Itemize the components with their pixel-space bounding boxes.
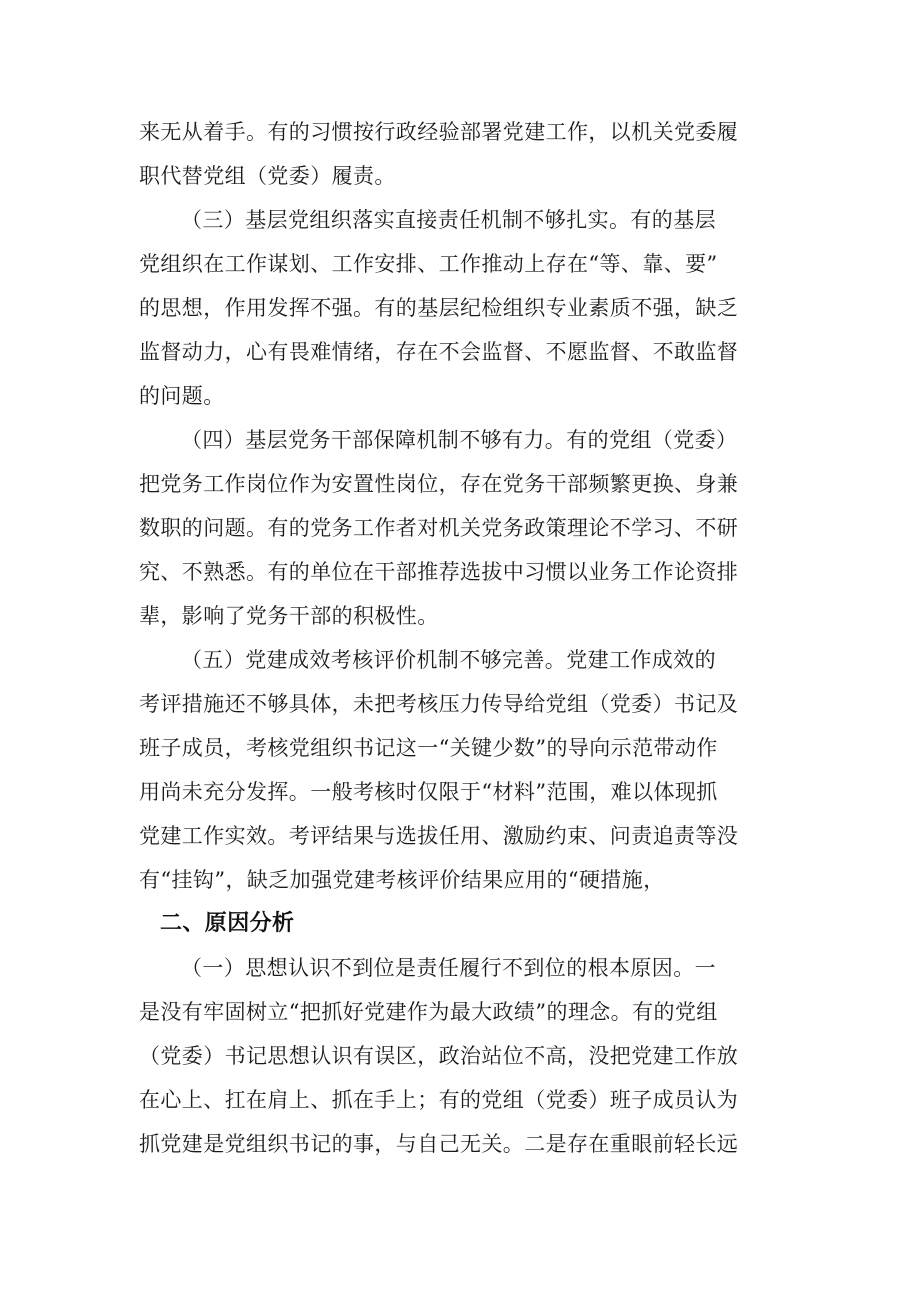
text-line: 在心上、扛在肩上、抓在手上；有的党组（党委）班子成员认为 — [139, 1088, 739, 1112]
text-line: 究、不熟悉。有的单位在干部推荐选拔中习惯以业务工作论资排 — [139, 560, 739, 584]
paragraph-cause-1 — [139, 946, 789, 1166]
section-heading: 二、原因分析 — [160, 911, 295, 936]
text-line: 用尚未充分发挥。一般考核时仅限于“材料”范围，难以体现抓 — [139, 780, 718, 804]
text-line: 监督动力，心有畏难情绪，存在不会监督、不愿监督、不敢监督 — [139, 340, 739, 364]
paragraph-section-3 — [139, 198, 789, 418]
text-line: 的问题。 — [139, 384, 225, 408]
paragraph-section-4 — [139, 418, 789, 638]
text-line: 数职的问题。有的党务工作者对机关党务政策理论不学习、不研 — [139, 516, 739, 540]
text-line: 班子成员，考核党组织书记这一“关键少数”的导向示范带动作 — [139, 736, 718, 760]
text-line: 是没有牢固树立“把抓好党建作为最大政绩”的理念。有的党组 — [139, 1000, 718, 1024]
text-line: 有“挂钩”，缺乏加强党建考核评价结果应用的“硬措施， — [139, 868, 665, 892]
text-line: 考评措施还不够具体，未把考核压力传导给党组（党委）书记及 — [139, 692, 739, 716]
document-body — [139, 110, 789, 1166]
text-line: （四）基层党务干部保障机制不够有力。有的党组（党委） — [181, 428, 738, 452]
text-line: 的思想，作用发挥不强。有的基层纪检组织专业素质不强，缺乏 — [139, 296, 739, 320]
text-line: 辈，影响了党务干部的积极性。 — [139, 604, 439, 628]
text-line: 党建工作实效。考评结果与选拔任用、激励约束、问责追责等没 — [139, 824, 739, 848]
text-line: 职代替党组（党委）履责。 — [139, 164, 396, 188]
text-line: 党组织在工作谋划、工作安排、工作推动上存在“等、靠、要” — [139, 252, 718, 276]
text-line: （三）基层党组织落实直接责任机制不够扎实。有的基层 — [181, 208, 716, 232]
text-line: 抓党建是党组织书记的事，与自己无关。二是存在重眼前轻长远 — [139, 1132, 739, 1156]
paragraph-continuation — [139, 110, 789, 198]
text-line: （五）党建成效考核评价机制不够完善。党建工作成效的 — [181, 648, 716, 672]
paragraph-section-5 — [139, 638, 789, 902]
text-line: 把党务工作岗位作为安置性岗位，存在党务干部频繁更换、身兼 — [139, 472, 739, 496]
text-line: （一）思想认识不到位是责任履行不到位的根本原因。一 — [181, 956, 716, 980]
text-line: 来无从着手。有的习惯按行政经验部署党建工作，以机关党委履 — [139, 120, 739, 144]
text-line: （党委）书记思想认识有误区，政治站位不高，没把党建工作放 — [139, 1044, 739, 1068]
